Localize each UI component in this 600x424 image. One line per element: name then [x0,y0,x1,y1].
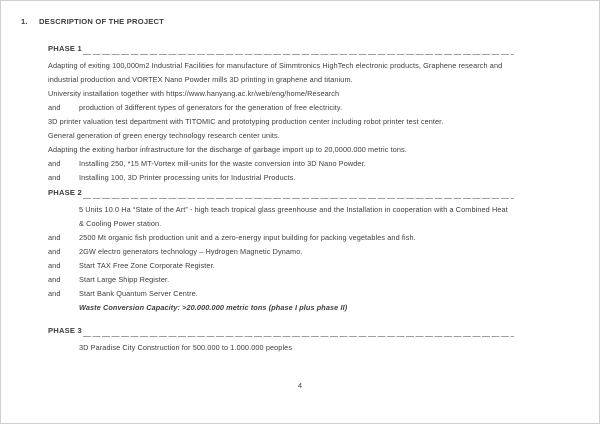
paragraph: 5 Units 10.0 Ha “State of the Art” - high teach tropical glass greenhouse and the Installation in cooperation with a Combined Heat & Cooling Power station. [79,205,508,228]
and-item [48,259,514,273]
page-number: 4 [297,381,303,390]
and-item [48,101,514,115]
and-label: and [48,233,61,242]
and-item [48,157,514,171]
phase-label: PHASE 2 [48,188,82,197]
phase-heading [48,185,514,199]
phase-heading [48,323,514,337]
phase-underline [83,334,514,337]
item-text: 2GW electro generators technology – Hydrogen Magnetic Dynamo. [79,247,303,256]
item-text: 2500 Mt organic fish production unit and a zero-energy input building for packing vegetables and fish. [79,233,416,242]
phase-underline [83,52,514,55]
paragraph: Adapting the exiting harbor infrastructure for the discharge of garbage import up to 20,0000.000 metric tons. [48,145,407,154]
and-item [48,171,514,185]
page-title: DESCRIPTION OF THE PROJECT [39,17,165,26]
paragraph: University installation together with https://www.hanyang.ac.kr/web/eng/home/Research [48,89,340,98]
and-item [48,231,514,245]
paragraph: 3D printer valuation test department with TITOMIC and prototyping production center including robot printer test center. [48,117,444,126]
and-item [48,273,514,287]
item-text: Start TAX Free Zone Corporate Register. [79,261,215,270]
and-label: and [48,275,61,284]
phase-section [48,323,514,355]
phase-section [48,185,514,315]
and-label: and [48,159,61,168]
and-item [48,245,514,259]
item-text: Start Bank Quantum Server Centre. [79,289,198,298]
and-label: and [48,247,61,256]
paragraph: Adapting of exiting 100,000m2 Industrial Facilities for manufacture of Simmtronics HighTech electronic products, Graphene research and industrial production and VORTEX Nano Powder mills 3D printing in graphene and titanium. [48,61,503,84]
phase-label: PHASE 3 [48,326,82,335]
and-label: and [48,289,61,298]
phase-section [48,41,514,185]
and-item [48,287,514,301]
phase-heading [48,41,514,55]
heading-number: 1. [21,17,28,26]
phases-container [48,41,514,355]
phase-underline [83,196,514,199]
item-text: Start Large Shipp Register. [79,275,170,284]
section-heading [21,15,164,29]
waste-capacity-note: Waste Conversion Capacity: >20.000.000 metric tons (phase I plus phase II) [79,303,348,312]
item-text: production of 3different types of generators for the generation of free electricity. [79,103,343,112]
item-text: Installing 100, 3D Printer processing units for Industrial Products. [79,173,296,182]
item-text: Installing 250, *15 MT-Vortex mill-units for the waste conversion into 3D Nano Powder. [79,159,366,168]
phase-label: PHASE 1 [48,44,82,53]
paragraph: General generation of green energy technology research center units. [48,131,280,140]
and-label: and [48,103,61,112]
paragraph: 3D Paradise City Construction for 500.000 to 1.000.000 peoples [79,343,293,352]
and-label: and [48,261,61,270]
and-label: and [48,173,61,182]
